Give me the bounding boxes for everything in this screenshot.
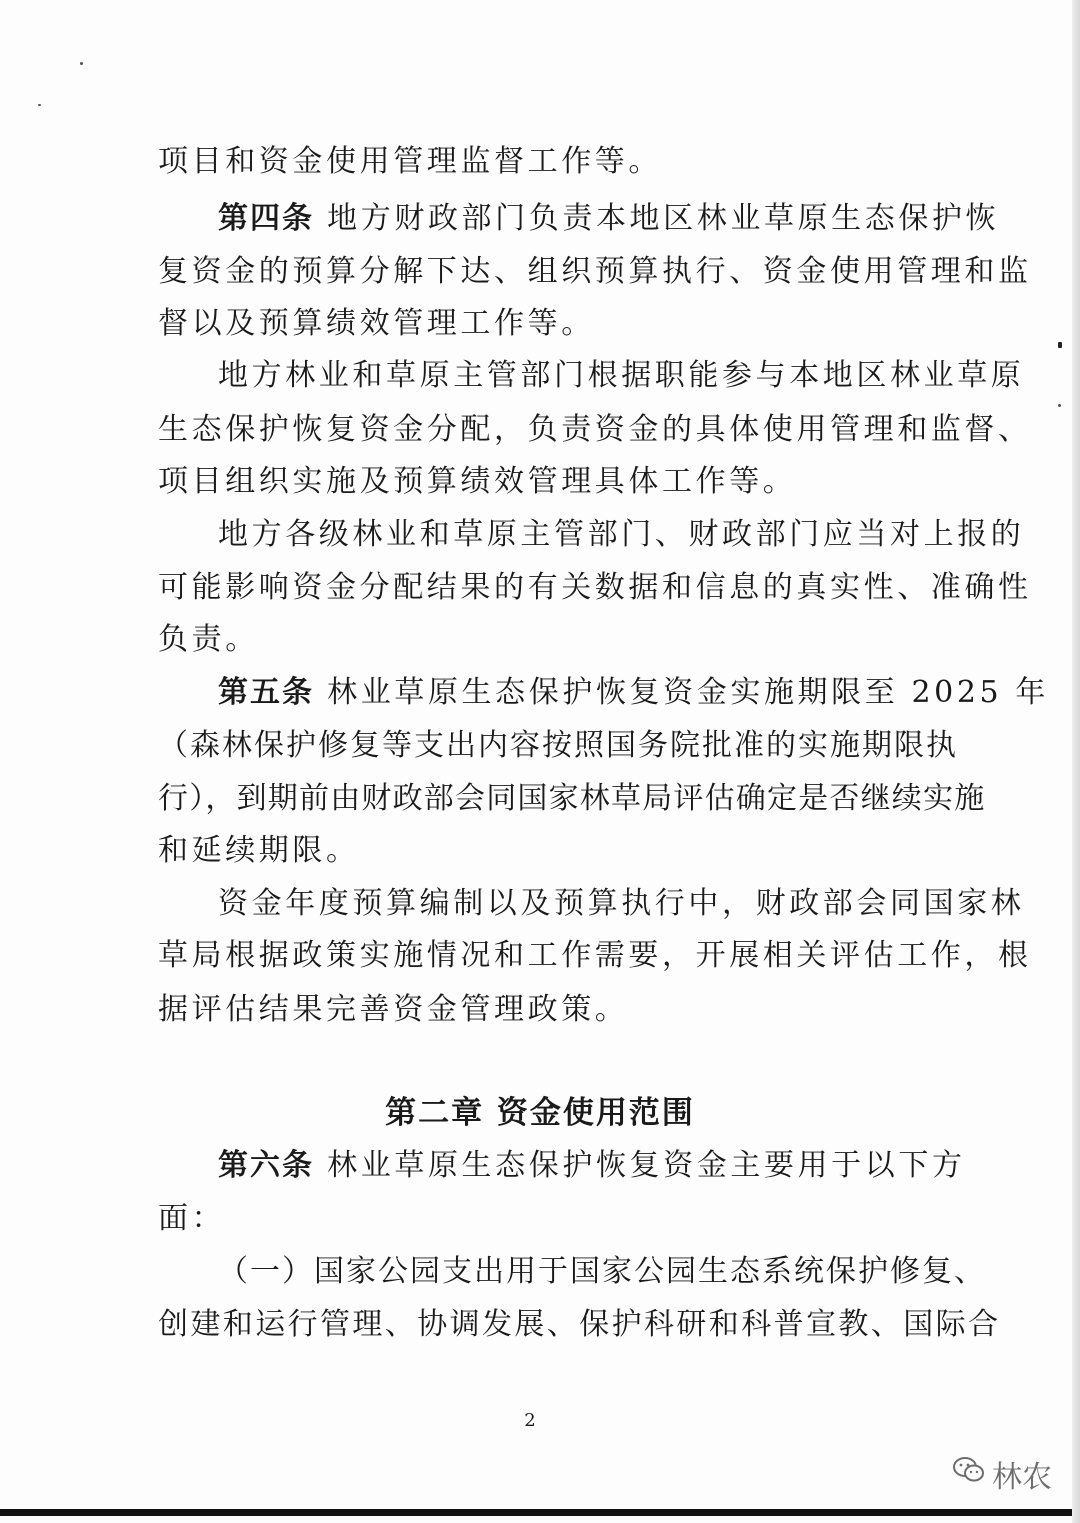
text-line: 督以及预算绩效管理工作等。 (158, 306, 595, 341)
text-line: 项目组织实施及预算绩效管理具体工作等。 (158, 464, 797, 499)
chapter-heading: 第二章 资金使用范围 (385, 1095, 695, 1131)
text-line: 据评估结果完善资金管理政策。 (158, 992, 629, 1027)
article-label: 第六条 (218, 1148, 314, 1183)
watermark-text: 林农 (992, 1460, 1052, 1495)
text-line: 复资金的预算分解下达、组织预算执行、资金使用管理和监 (158, 254, 1032, 289)
text-line: 负责。 (158, 622, 259, 657)
article-line: 第五条 林业草原生态保护恢复资金实施期限至 2025 年 (218, 675, 1049, 710)
scan-speck (38, 104, 41, 106)
text-line: 行），到期前由财政部会同国家林草局评估确定是否继续实施 (158, 781, 986, 816)
text-line: 创建和运行管理、协调发展、保护科研和科普宣教、国际合 (158, 1307, 1001, 1342)
article-line: 第四条 地方财政部门负责本地区林业草原生态保护恢 (218, 201, 1000, 236)
text-line: 可能影响资金分配结果的有关数据和信息的真实性、准确性 (158, 570, 1032, 605)
text-line: 资金年度预算编制以及预算执行中，财政部会同国家林 (218, 886, 1025, 921)
scan-border (0, 1509, 1080, 1516)
text-line: 和延续期限。 (158, 833, 360, 868)
text-line: 项目和资金使用管理监督工作等。 (158, 144, 662, 179)
scan-speck (1058, 404, 1061, 407)
watermark (952, 1452, 1052, 1496)
text-line: 草局根据政策实施情况和工作需要，开展相关评估工作，根 (158, 938, 1032, 973)
scan-speck (1058, 342, 1062, 348)
scan-edge (1072, 0, 1080, 1523)
article-label: 第五条 (218, 675, 314, 710)
text-line: 面： (158, 1201, 226, 1236)
text-line: （森林保护修复等支出内容按照国务院批准的实施期限执 (158, 728, 958, 763)
article-label: 第四条 (218, 201, 314, 236)
text-line: （一）国家公园支出用于国家公园生态系统保护修复、 (218, 1254, 986, 1289)
text-line: 地方林业和草原主管部门根据职能参与本地区林业草原 (218, 358, 1025, 393)
text-line: 生态保护恢复资金分配，负责资金的具体使用管理和监督、 (158, 412, 1032, 447)
scan-speck (80, 62, 83, 65)
wechat-icon (952, 1456, 986, 1492)
text-line: 地方各级林业和草原主管部门、财政部门应当对上报的 (218, 517, 1025, 552)
article-line: 第六条 林业草原生态保护恢复资金主要用于以下方 (218, 1148, 966, 1183)
page-number: 2 (524, 1410, 536, 1431)
